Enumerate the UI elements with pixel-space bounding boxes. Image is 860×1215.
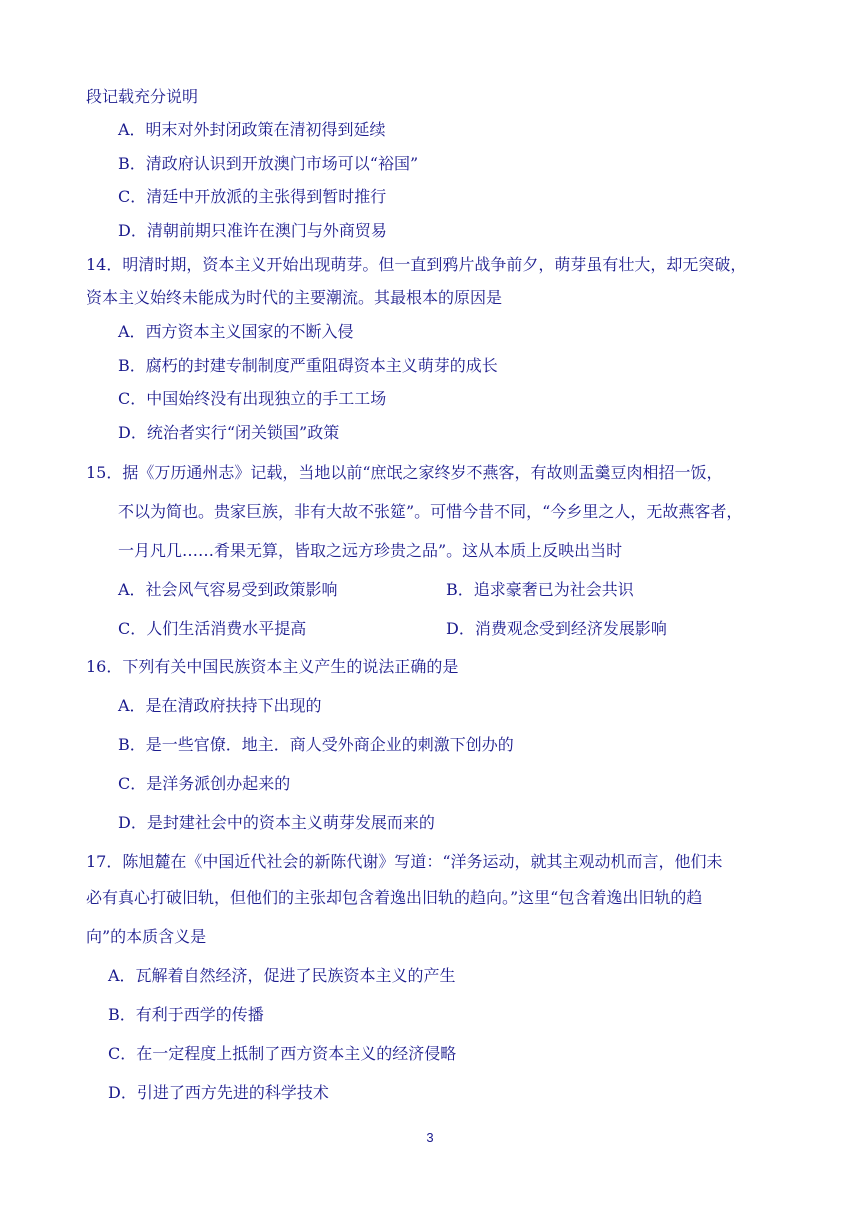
q13-option-d: D．清朝前期只准许在澳门与外商贸易 [118, 221, 387, 240]
q16-option-c: C．是洋务派创办起来的 [118, 774, 291, 793]
q15-stem-line-1: 15．据《万历通州志》记载，当地以前“庶氓之家终岁不燕客，有故则盂羹豆肉相招一饭， [86, 463, 723, 482]
q16-option-a: A．是在清政府扶持下出现的 [118, 696, 322, 715]
q17-option-a: A．瓦解着自然经济，促进了民族资本主义的产生 [108, 966, 456, 985]
q13-option-a: A．明末对外封闭政策在清初得到延续 [118, 120, 386, 139]
q14-option-c: C．中国始终没有出现独立的手工工场 [118, 389, 387, 408]
q15-option-a: A．社会风气容易受到政策影响 [118, 580, 338, 599]
q16-stem-line-1: 16．下列有关中国民族资本主义产生的说法正确的是 [86, 657, 459, 676]
q16-option-d: D．是封建社会中的资本主义萌芽发展而来的 [118, 813, 435, 832]
q13-option-c: C．清廷中开放派的主张得到暂时推行 [118, 187, 387, 206]
q15-option-b: B．追求豪奢已为社会共识 [446, 580, 634, 599]
q15-stem-line-3: 一月凡几……肴果无算，皆取之远方珍贵之品”。这从本质上反映出当时 [118, 541, 623, 560]
q15-option-d: D．消费观念受到经济发展影响 [446, 619, 667, 638]
q13-option-b: B．清政府认识到开放澳门市场可以“裕国” [118, 154, 419, 173]
q13-stem-line: 段记载充分说明 [86, 87, 199, 106]
q17-option-b: B．有利于西学的传播 [108, 1005, 264, 1024]
q17-option-c: C．在一定程度上抵制了西方资本主义的经济侵略 [108, 1044, 457, 1063]
q17-stem-line-3: 向”的本质含义是 [86, 927, 207, 946]
page-number: 3 [426, 1130, 434, 1145]
q14-option-b: B．腐朽的封建专制制度严重阻碍资本主义萌芽的成长 [118, 356, 498, 375]
q14-stem-line-1: 14．明清时期，资本主义开始出现萌芽。但一直到鸦片战争前夕，萌芽虽有壮大，却无突破， [86, 255, 747, 274]
q17-stem-line-2: 必有真心打破旧轨，但他们的主张却包含着逸出旧轨的趋向。”这里“包含着逸出旧轨的趋 [86, 888, 703, 907]
q14-stem-line-2: 资本主义始终未能成为时代的主要潮流。其最根本的原因是 [86, 288, 503, 307]
q14-option-a: A．西方资本主义国家的不断入侵 [118, 322, 354, 341]
q14-option-d: D．统治者实行“闭关锁国”政策 [118, 423, 340, 442]
q17-option-d: D．引进了西方先进的科学技术 [108, 1083, 329, 1102]
q17-stem-line-1: 17．陈旭麓在《中国近代社会的新陈代谢》写道：“洋务运动，就其主观动机而言，他们未 [86, 852, 723, 871]
q15-stem-line-2: 不以为简也。贵家巨族，非有大故不张筵”。可惜今昔不同，“今乡里之人，无故燕客者， [118, 502, 743, 521]
q16-option-b: B．是一些官僚．地主．商人受外商企业的刺激下创办的 [118, 735, 514, 754]
q15-option-c: C．人们生活消费水平提高 [118, 619, 307, 638]
